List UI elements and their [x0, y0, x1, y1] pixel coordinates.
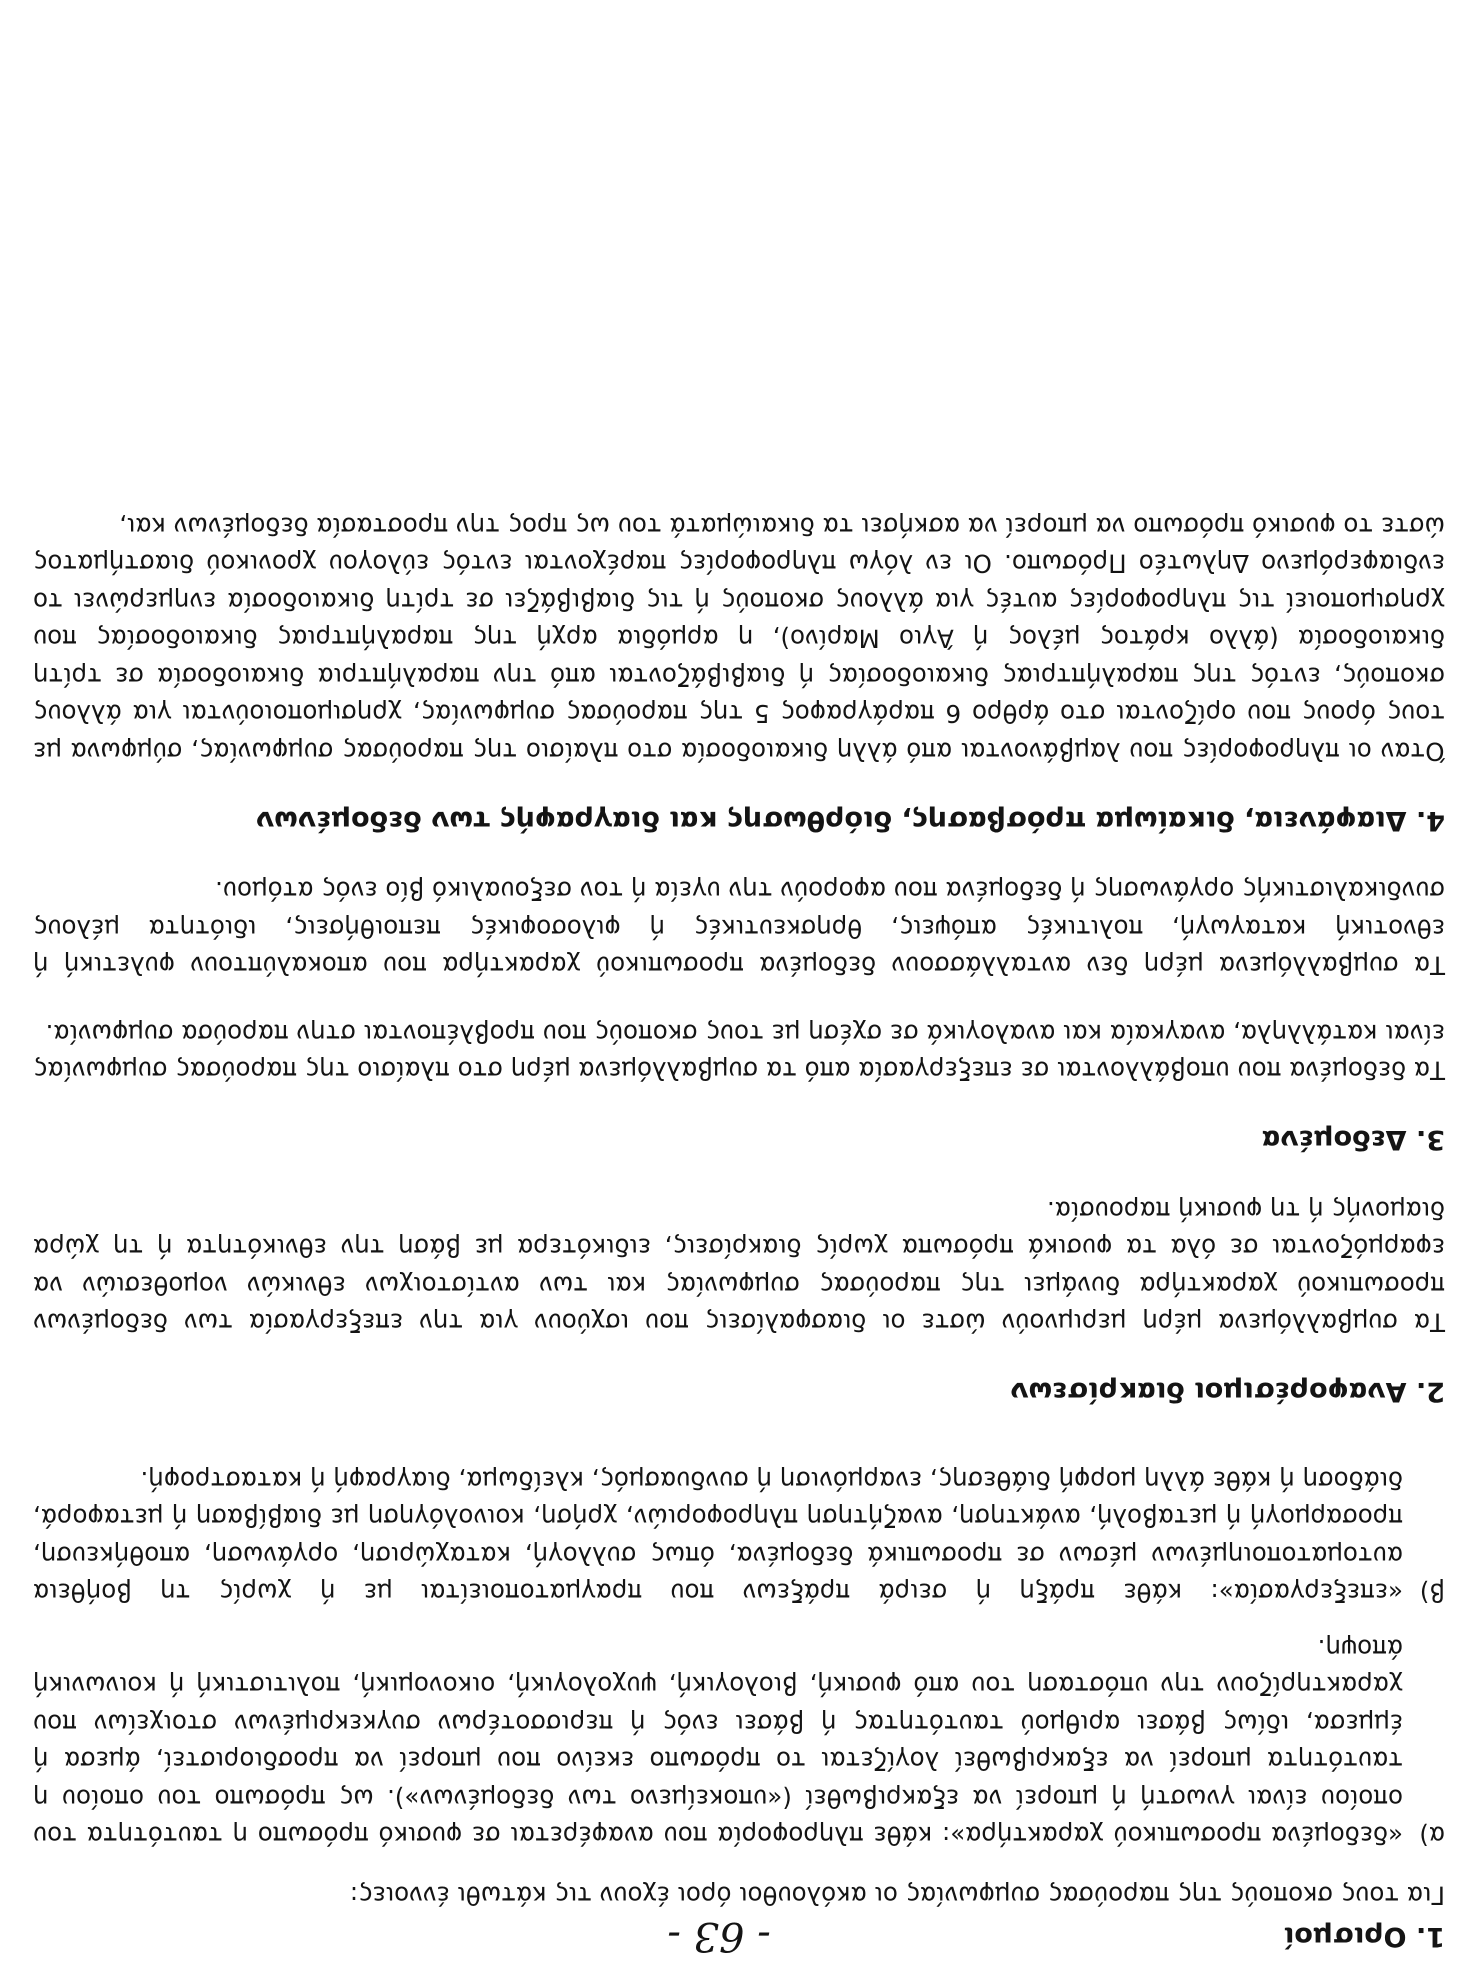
definition-text-a: «δεδομένα προσωπικού χαρακτήρα»: κάθε πληροφορία που αναφέρεται σε φυσικό πρόσωπο η ταυτότητα του οποίου είναι γνωστή ή μπορεί να εξακριβωθεί («υποκείμενο των δεδομένων»). ως πρόσωπο του οποίου η ταυτότητα μπορεί να εξακριβωθεί λογίζεται το πρόσωπο εκείνο που μπορεί να προσδιοριστεί, άμεσα ή έμμεσα, ιδίως βάσει αριθμού ταυτότητας ή βάσει ενός ή περισσοτέρων συγκεκριμένων στοιχείων που χαρακτηρίζουν την υπόσταση του από φυσική, βιολογική, ψυχολογική, οικονομική, πολιτιστική ή κοινωνική άποψη.	[33, 1634, 1403, 1851]
non-discrimination-paragraph: Τα συμβαλλόμενα μέρη μεριμνούν ώστε οι διασφαλίσεις που ισχύουν για την επεξεργασία των δεδομένων προσωπικού χαρακτήρα δυνάμει της παρούσας συμφωνίας και των αντίστοιχων εθνικών νομοθεσιών να εφαρμόζονται σε όλα τα φυσικά πρόσωπα χωρίς διακρίσεις, ειδικότερα με βάση την εθνικότητα ή τη χώρα διαμονής ή τη φυσική παρουσία.	[33, 1196, 1445, 1338]
transparency-paragraph: Όταν οι πληροφορίες που λαμβάνονται από άλλη δικαιοδοσία στο πλαίσιο της παρούσας συμφωνίας, σύμφωνα με τους όρους που ορίζονται στο άρθρο 6 παράγραφος 5 της παρούσας συμφωνίας, χρησιμοποιούνται για άλλους σκοπούς, εντός της παραλήπτριας δικαιοδοσίας ή διαβιβάζονται από την παραλήπτρια δικαιοδοσία σε τρίτη δικαιοδοσία (άλλο κράτος μέλος ή Άγιο Μαρίνο), η αρμόδια αρχή της παραλήπτριας δικαιοδοσίας που χρησιμοποιεί τις πληροφορίες αυτές για άλλους σκοπούς ή τις διαβιβάζει σε τρίτη δικαιοδοσία ενημερώνει το ενδιαφερόμενο Δηλωτέο Πρόσωπο. Οι εν λόγω πληροφορίες παρέχονται εντός εύλογου χρονικού διαστήματος ώστε το φυσικό πρόσωπο να μπορεί να ασκήσει τα δικαιώματά του ως προς την προστασία δεδομένων και,	[33, 512, 1445, 766]
section-heading-non-discrimination: 2. Αναφορέσιμοι διακρίσεων	[1010, 1376, 1445, 1408]
definition-item-a	[33, 1630, 1445, 1855]
page-number: - 63 -	[667, 1913, 771, 1959]
definition-marker-a: α)	[1419, 1821, 1445, 1851]
definition-text-b: «επεξεργασία»: κάθε πράξη ή σειρά πράξεων που πραγματοποιείται με ή χωρίς τη βοήθεια αυτοματοποιημένων μέσων σε προσωπικά δεδομένα, όπως συλλογή, καταχώριση, οργάνωση, αποθήκευση, προσαρμογή ή μεταβολή, ανάκτηση, αναζήτηση πληροφοριών, χρήση, κοινολόγηση με διαβίβαση ή μεταφορά, διάδοση ή κάθε άλλη μορφή διάθεσης, εναρμόνιση ή συνδυασμός, κλείδωμα, διαγραφή ή καταστροφή.	[33, 1466, 1403, 1608]
definitions-intro: Για τους σκοπούς της παρούσας συμφωνίας οι ακόλουθοι όροι έχουν τις κάτωθι έννοιες:	[349, 1881, 1445, 1910]
section-heading-transparency: 4. Διαφάνεια, δικαίωμα πρόσβασης, διόρθωσης και διαγραφής των δεδομένων	[255, 805, 1445, 836]
section-heading-data: 3. Δεδομένα	[1261, 1124, 1445, 1156]
definition-marker-b: β)	[1419, 1578, 1445, 1608]
data-paragraph-2: Τα συμβαλλόμενα μέρη δεν ανταλλάσσουν δεδομένα προσωπικού χαρακτήρα που αποκαλύπτουν φυλετική ή εθνοτική καταγωγή, πολιτικές απόψεις, θρησκευτικές ή φιλοσοφικές πεποιθήσεις, ιδιότητα μέλους συνδικαλιστικής οργάνωσης ή δεδομένα που αφορούν την υγεία ή τον σεξουαλικό βίο ενός ατόμου.	[33, 876, 1445, 981]
page-content	[33, 508, 1445, 1959]
definition-item-b	[33, 1462, 1445, 1612]
data-paragraph-1: Τα δεδομένα που υποβάλλονται σε επεξεργασία από τα συμβαλλόμενα μέρη στο πλαίσιο της παρούσας συμφωνίας είναι κατάλληλα, αναγκαία και αναλογικά σε σχέση με τους σκοπούς που προβλέπονται στην παρούσα συμφωνία.	[33, 1019, 1445, 1086]
section-heading-definitions: 1. Ορισμοί	[1283, 1921, 1445, 1952]
